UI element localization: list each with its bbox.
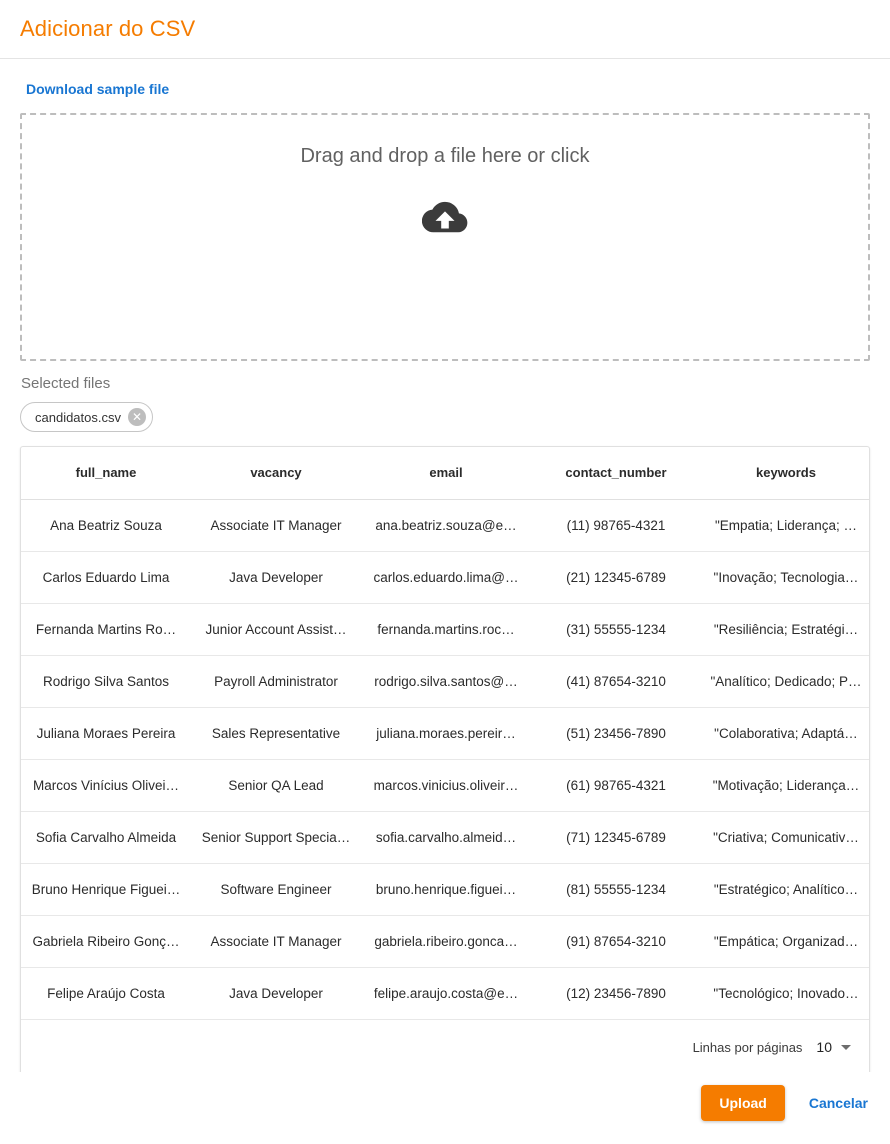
chevron-down-icon: [841, 1045, 851, 1050]
download-sample-file-link[interactable]: Download sample file: [26, 81, 170, 97]
cell-email: sofia.carvalho.almeid…: [361, 811, 531, 863]
file-chip-label: candidatos.csv: [35, 409, 121, 425]
cell-contact-number: (81) 55555-1234: [531, 863, 701, 915]
cell-keywords: "Empatia; Liderança; …: [701, 499, 870, 551]
cell-contact-number: (61) 98765-4321: [531, 759, 701, 811]
cell-keywords: "Analítico; Dedicado; P…: [701, 655, 870, 707]
cancel-button[interactable]: Cancelar: [808, 1095, 868, 1111]
cell-full-name: Juliana Moraes Pereira: [21, 707, 191, 759]
dialog-header: [0, 0, 890, 59]
selected-files-label: Selected files: [21, 375, 111, 392]
selected-files-chips: [20, 402, 870, 432]
cell-contact-number: (21) 12345-6789: [531, 551, 701, 603]
cell-keywords: "Estratégico; Analítico…: [701, 863, 870, 915]
column-header-email: email: [361, 447, 531, 499]
dialog-body: [0, 59, 890, 1072]
upload-button[interactable]: Upload: [701, 1085, 784, 1121]
table-row: [21, 499, 870, 551]
cell-keywords: "Empática; Organizad…: [701, 915, 870, 967]
cell-contact-number: (41) 87654-3210: [531, 655, 701, 707]
cell-full-name: Carlos Eduardo Lima: [21, 551, 191, 603]
cell-contact-number: (11) 98765-4321: [531, 499, 701, 551]
column-header-keywords: keywords: [701, 447, 870, 499]
cell-vacancy: Junior Account Assist…: [191, 603, 361, 655]
table-row: [21, 759, 870, 811]
cell-full-name: Sofia Carvalho Almeida: [21, 811, 191, 863]
cell-vacancy: Software Engineer: [191, 863, 361, 915]
column-header-vacancy: vacancy: [191, 447, 361, 499]
cell-email: gabriela.ribeiro.gonca…: [361, 915, 531, 967]
table-paginator: [21, 1020, 869, 1073]
file-chip[interactable]: [20, 402, 153, 432]
table-row: [21, 967, 870, 1019]
cell-keywords: "Criativa; Comunicativ…: [701, 811, 870, 863]
cell-full-name: Gabriela Ribeiro Gonç…: [21, 915, 191, 967]
cell-email: juliana.moraes.pereir…: [361, 707, 531, 759]
dropzone-instruction-text: Drag and drop a file here or click: [300, 145, 590, 167]
cell-email: fernanda.martins.roc…: [361, 603, 531, 655]
cell-contact-number: (71) 12345-6789: [531, 811, 701, 863]
rows-per-page-select[interactable]: [816, 1039, 851, 1055]
cell-email: rodrigo.silva.santos@…: [361, 655, 531, 707]
cloud-upload-icon: [422, 200, 468, 243]
table-row: [21, 915, 870, 967]
table-header-row: [21, 447, 870, 499]
cell-vacancy: Payroll Administrator: [191, 655, 361, 707]
cell-contact-number: (91) 87654-3210: [531, 915, 701, 967]
cell-contact-number: (31) 55555-1234: [531, 603, 701, 655]
cell-email: marcos.vinicius.oliveir…: [361, 759, 531, 811]
cell-keywords: "Inovação; Tecnologia…: [701, 551, 870, 603]
cell-keywords: "Tecnológico; Inovado…: [701, 967, 870, 1019]
cell-full-name: Marcos Vinícius Olivei…: [21, 759, 191, 811]
cell-email: carlos.eduardo.lima@…: [361, 551, 531, 603]
column-header-contact-number: contact_number: [531, 447, 701, 499]
table-header: [21, 447, 870, 499]
cell-keywords: "Colaborativa; Adaptá…: [701, 707, 870, 759]
dialog-footer: [0, 1072, 890, 1144]
cell-vacancy: Java Developer: [191, 967, 361, 1019]
table-row: [21, 655, 870, 707]
table-row: [21, 863, 870, 915]
table-row: [21, 603, 870, 655]
page-title: Adicionar do CSV: [20, 16, 196, 41]
rows-per-page-value: 10: [816, 1039, 832, 1055]
cell-vacancy: Sales Representative: [191, 707, 361, 759]
cell-vacancy: Senior QA Lead: [191, 759, 361, 811]
cell-full-name: Rodrigo Silva Santos: [21, 655, 191, 707]
cell-keywords: "Motivação; Liderança…: [701, 759, 870, 811]
csv-preview-table-card: [20, 446, 870, 1072]
csv-preview-table: [21, 447, 870, 1020]
cell-full-name: Fernanda Martins Ro…: [21, 603, 191, 655]
rows-per-page-label: Linhas por páginas: [692, 1039, 803, 1055]
cell-full-name: Bruno Henrique Figuei…: [21, 863, 191, 915]
cell-vacancy: Java Developer: [191, 551, 361, 603]
cell-vacancy: Senior Support Specia…: [191, 811, 361, 863]
table-row: [21, 811, 870, 863]
table-row: [21, 707, 870, 759]
cell-keywords: "Resiliência; Estratégi…: [701, 603, 870, 655]
column-header-full-name: full_name: [21, 447, 191, 499]
file-dropzone[interactable]: [20, 113, 870, 361]
cell-email: bruno.henrique.figuei…: [361, 863, 531, 915]
table-body: [21, 499, 870, 1019]
cell-contact-number: (51) 23456-7890: [531, 707, 701, 759]
cell-email: ana.beatriz.souza@e…: [361, 499, 531, 551]
sample-link-container: [20, 59, 870, 113]
cell-vacancy: Associate IT Manager: [191, 915, 361, 967]
close-circle-icon[interactable]: ✕: [128, 408, 146, 426]
cell-email: felipe.araujo.costa@e…: [361, 967, 531, 1019]
table-row: [21, 551, 870, 603]
cell-vacancy: Associate IT Manager: [191, 499, 361, 551]
cell-contact-number: (12) 23456-7890: [531, 967, 701, 1019]
cell-full-name: Felipe Araújo Costa: [21, 967, 191, 1019]
cell-full-name: Ana Beatriz Souza: [21, 499, 191, 551]
